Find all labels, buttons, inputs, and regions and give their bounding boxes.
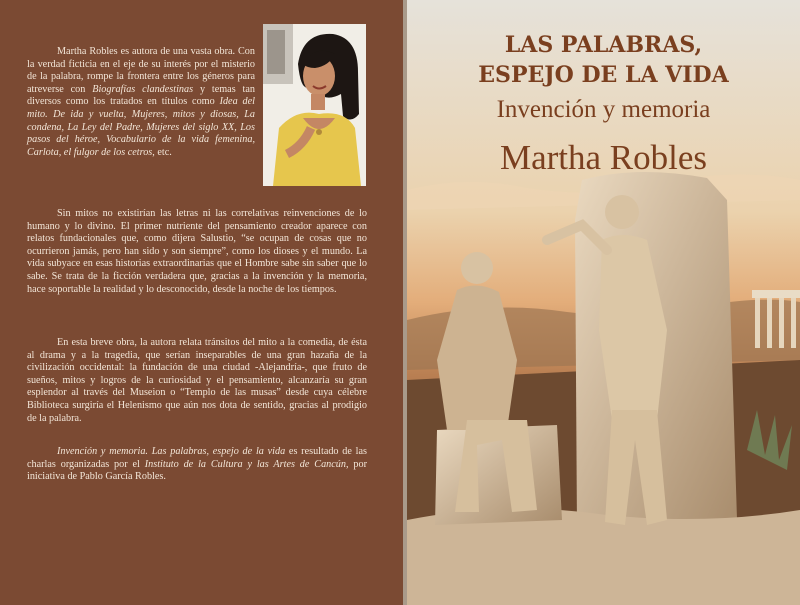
bio-text-mid: y temas tan diversos como los tratados en títulos como [27,83,255,108]
credits-text-end: , por iniciativa de Pablo García Robles. [27,458,367,483]
paragraph-myths-text: Sin mitos no existirían las letras ni las correlativas reinvenciones de lo humano y lo divino. El primer nutriente del pensamiento creador aparece con relatos fundacionales que, como dijera Salustio, “se ocupan de cosas que no ocurrieron jamás, pero han sido y son siempre”, como los dioses y el mundo. La vida subyace en esas historias extraordinarias que el Hombre sabe sin saber que lo sabe. Se trata de la ficción verdadera que, gracias a la invención y la memoria, hace soportable la realidad y lo desconocido, desde la noche de los tiempos. [27,208,367,295]
bio-italic-title: Biografías clandestinas [92,83,194,95]
bio-text: Martha Robles es autora de una vasta obra. Con la verdad ficticia en el eje de su interés por el misterio de la palabra, rompe la frontera entre los géneros para atreverse con [27,46,255,95]
credits-institute: Instituto de la Cultura y las Artes de Cancún [144,458,346,470]
front-cover [407,0,800,605]
book-title-line-1: LAS PALABRAS, [504,32,703,58]
author-photo [263,24,366,186]
front-cover-illustration [407,0,800,605]
bio-text-end: , etc. [152,146,172,158]
bio-paragraph [27,46,255,159]
credits-book-title: Invención y memoria. Las palabras, espejo de la vida [57,446,286,457]
paragraph-credits [27,446,367,484]
book-author: Martha Robles [499,138,708,177]
credits-text: es resultado de las charlas organizadas por el [27,446,367,470]
book-subtitle: Invención y memoria [496,96,711,123]
paragraph-alexandria [27,337,367,425]
paragraph-alexandria-text: En esta breve obra, la autora relata tránsitos del mito a la comedia, de ésta al drama y a la tragedia, que serían inseparables de una gran hazaña de la civilización occidental: la fundación de una ciudad -Alejandría-, que fruto de sueños, mitos y logros de la curiosidad y el pensamiento, alcanzaría su gran esplendor al través del Museion o “Templo de las musas” desde cuya célebre Biblioteca surgiría el Helenismo que aún nos dota de sentido, gracias al prodigio de la palabra. [27,337,367,424]
bio-titles-list: Idea del mito. De ida y vuelta, Mujeres, mitos y diosas, La condena, La Ley del Padre, Mujeres del siglo XX, Los pasos del héroe, Vocabulario de la vida femenina, Carlota, el fulgor de los cetros [27,96,255,158]
paragraph-myths [27,208,367,296]
book-title-line-2: ESPEJO DE LA VIDA [478,62,729,88]
